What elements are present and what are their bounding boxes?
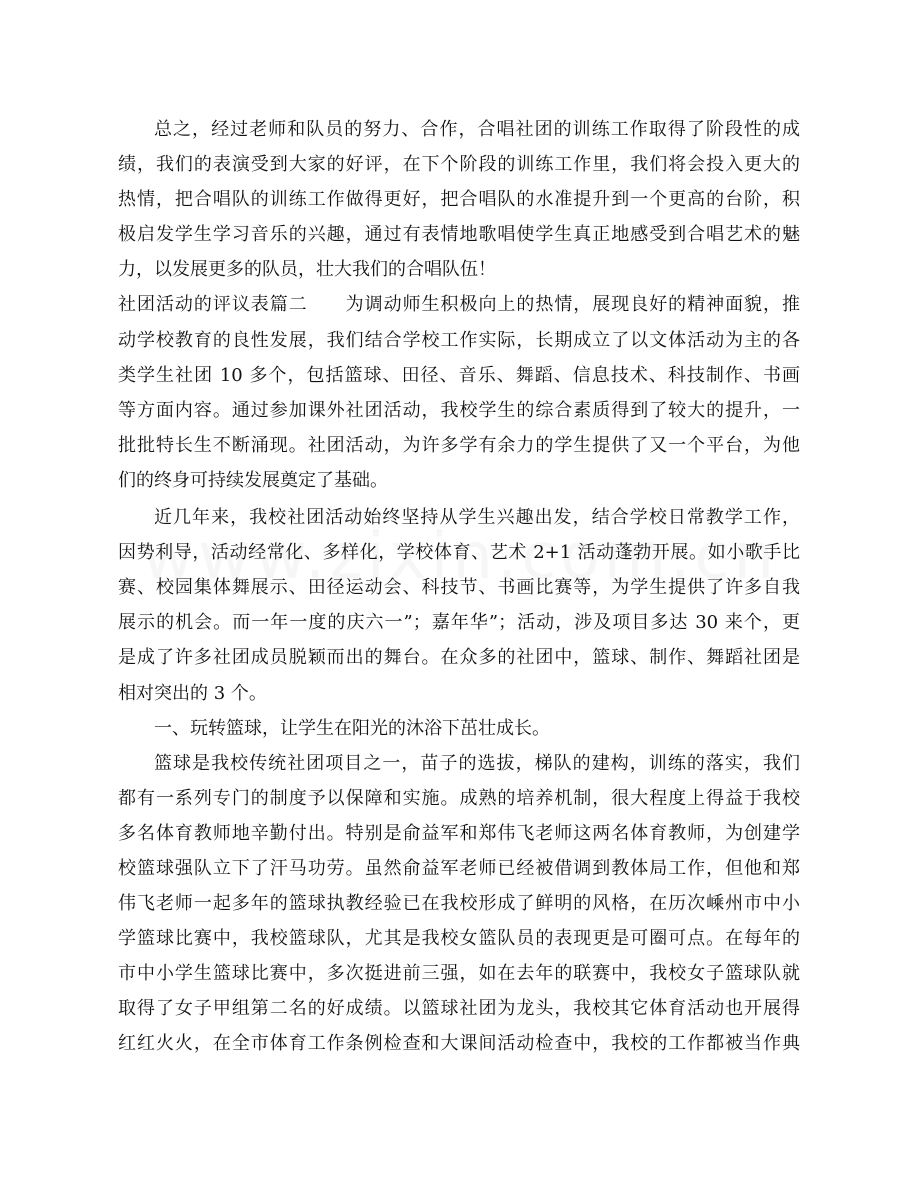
text-line: 力，以发展更多的队员，壮大我们的合唱队伍！ (118, 259, 496, 281)
text-line: 红红火火，在全市体育工作条例检查和大课间活动检查中，我校的工作都被当作典 (118, 1033, 800, 1055)
text-line: 伟飞老师一起多年的篮球执教经验已在我校形成了鲜明的风格，在历次嵊州市中小 (118, 893, 800, 915)
text-line: 绩，我们的表演受到大家的好评，在下个阶段的训练工作里，我们将会投入更大的 (118, 154, 800, 176)
text-line: 展示的机会。而一年一度的庆六一”；嘉年华”；活动，涉及项目多达 30 来个，更 (118, 612, 800, 634)
text-line: 们的终身可持续发展奠定了基础。 (118, 469, 388, 491)
text-line: 取得了女子甲组第二名的好成绩。以篮球社团为龙头，我校其它体育活动也开展得 (118, 998, 800, 1020)
paragraph-conclusion (118, 112, 800, 287)
text-line: 总之，经过老师和队员的努力、合作，合唱社团的训练工作取得了阶段性的成 (154, 119, 800, 140)
text-line: 等方面内容。通过参加课外社团活动，我校学生的综合素质得到了较大的提升，一 (118, 399, 800, 421)
text-line: 相对突出的 3 个。 (118, 682, 267, 704)
text-line: 都有一系列专门的制度予以保障和实施。成熟的培养机制，很大程度上得益于我校 (118, 787, 800, 809)
text-line: 极启发学生学习音乐的兴趣，通过有表情地歌唱使学生真正地感受到合唱艺术的魅 (118, 224, 800, 246)
section-heading: 一、玩转篮球，让学生在阳光的沐浴下茁壮成长。 (154, 717, 550, 739)
document-body (118, 112, 800, 1062)
paragraph-recent-years (118, 500, 800, 711)
text-line: 多名体育教师地辛勤付出。特别是俞益军和郑伟飞老师这两名体育教师，为创建学 (118, 822, 800, 844)
text-line: 赛、校园集体舞展示、田径运动会、科技节、书画比赛等，为学生提供了许多自我 (118, 577, 800, 599)
text-line: 是成了许多社团成员脱颖而出的舞台。在众多的社团中，篮球、制作、舞蹈社团是 (118, 647, 800, 669)
text-line: 近几年来，我校社团活动始终坚持从学生兴趣出发，结合学校日常教学工作， (154, 507, 800, 529)
paragraph-basketball (118, 746, 800, 1062)
text-line: 动学校教育的良性发展，我们结合学校工作实际，长期成立了以文体活动为主的各 (118, 329, 800, 351)
text-line: 市中小学生篮球比赛中，多次挺进前三强，如在去年的联赛中，我校女子篮球队就 (118, 963, 800, 985)
text-line: 篮球是我校传统社团项目之一，苗子的选拔，梯队的建构，训练的落实，我们 (154, 752, 800, 774)
text-line: 因势利导，活动经常化、多样化，学校体育、艺术 2+1 活动蓬勃开展。如小歌手比 (118, 542, 800, 564)
section-heading-basketball (118, 711, 800, 746)
text-line: 校篮球强队立下了汗马功劳。虽然俞益军老师已经被借调到教体局工作，但他和郑 (118, 857, 800, 879)
paragraph-section-two (118, 287, 800, 498)
text-line: 热情，把合唱队的训练工作做得更好，把合唱队的水准提升到一个更高的台阶，积 (118, 189, 800, 211)
text-line: 社团活动的评议表篇二 为调动师生积极向上的热情，展现良好的精神面貌，推 (118, 294, 800, 316)
text-line: 批批特长生不断涌现。社团活动，为许多学有余力的学生提供了又一个平台，为他 (118, 434, 800, 456)
text-line: 学篮球比赛中，我校篮球队，尤其是我校女篮队员的表现更是可圈可点。在每年的 (118, 928, 800, 950)
text-line: 类学生社团 10 多个，包括篮球、田径、音乐、舞蹈、信息技术、科技制作、书画 (118, 364, 800, 386)
